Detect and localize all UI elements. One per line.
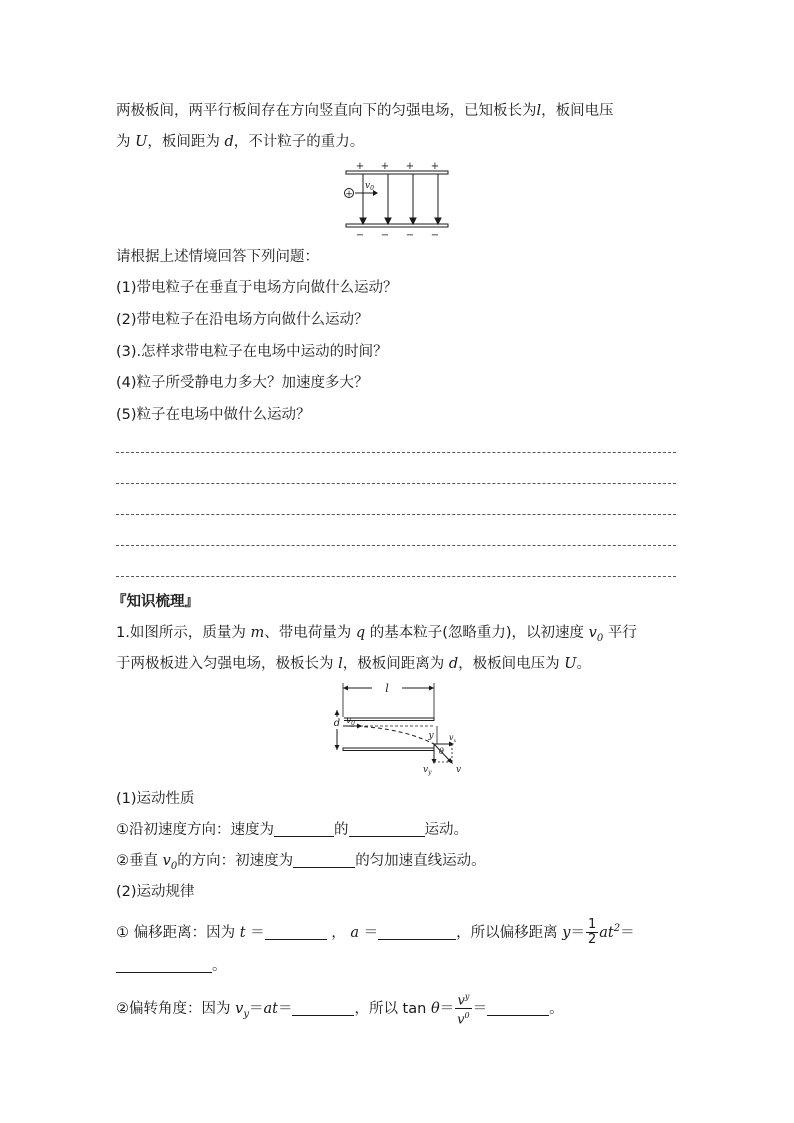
k1-text: ，极板间距离为: [342, 656, 445, 672]
y-label: y: [428, 731, 434, 741]
p2-text: 的方向：初速度为: [177, 853, 294, 869]
var-d: d: [224, 134, 234, 150]
motion-title-2: (2)运动规律: [116, 884, 195, 900]
intro-line-1: [116, 101, 614, 121]
var-a: a: [350, 924, 360, 941]
question-1: (1)带电粒子在垂直于电场方向做什么运动？: [116, 280, 398, 296]
var-l: l: [338, 656, 343, 672]
equals: ＝: [248, 1000, 264, 1017]
equals: ＝: [472, 1000, 488, 1017]
var-l: l: [536, 103, 542, 119]
plus-sign: +: [355, 161, 365, 172]
motion-p2: [116, 851, 486, 877]
r2-text: ②偏转角度：因为: [116, 1000, 231, 1017]
k1-line-2: [116, 654, 591, 674]
minus-sign: −: [405, 230, 415, 240]
d-label: d: [333, 718, 341, 729]
theta-label: θ: [439, 747, 444, 756]
answer-line: [116, 483, 676, 484]
k1-text: 的基本粒子(忽略重力)，以初速度: [369, 625, 585, 641]
k1-text: 1.如图所示，质量为: [116, 625, 246, 641]
question-3: (3).怎样求带电粒子在电场中运动的时间？: [116, 344, 388, 360]
answer-blank[interactable]: [349, 820, 425, 837]
bottom-plate: [346, 224, 448, 227]
l-label: l: [385, 682, 389, 695]
plus-sign: +: [405, 161, 415, 172]
field-lines: [360, 174, 441, 224]
var-at: at: [263, 1000, 278, 1017]
period: 。: [212, 958, 227, 974]
p2-text: ②垂直: [116, 853, 158, 869]
answer-blank[interactable]: [265, 923, 327, 940]
k1-text: 于两极板进入匀强电场，极板长为: [116, 656, 334, 672]
var-U: U: [564, 656, 577, 672]
k1-line-1: [116, 623, 637, 649]
answer-line: [116, 545, 676, 546]
v0-label: $v_0$: [365, 181, 374, 192]
at-squared: $at^2$: [599, 923, 621, 941]
section-title: 『知识梳理』: [112, 594, 199, 610]
answer-blank[interactable]: [293, 851, 355, 868]
minus-sign: −: [355, 230, 365, 240]
period: 。: [549, 1000, 564, 1017]
var-vy: $v_y$: [235, 1000, 249, 1020]
equals: ＝: [439, 1000, 455, 1017]
var-theta: θ: [430, 1000, 440, 1017]
intro-text: 为: [116, 134, 131, 150]
r1-text: ① 偏移距离：因为: [116, 924, 236, 941]
top-plate: [343, 718, 434, 721]
var-d: d: [448, 656, 459, 672]
motion-r1-cont: [116, 956, 227, 976]
k1-text: 。: [576, 656, 591, 672]
answer-line: [116, 576, 676, 577]
particle-charge: +: [345, 189, 353, 200]
prompt-text: 请根据上述情境回答下列问题：: [116, 249, 319, 265]
comma: ，: [331, 924, 346, 941]
minus-sign: −: [380, 230, 390, 240]
equals: ＝: [363, 924, 379, 941]
equals: ＝: [570, 924, 585, 941]
var-m: m: [250, 625, 265, 641]
k1-text: 平行: [607, 625, 637, 641]
answer-blank[interactable]: [378, 923, 456, 940]
vy-label: $v_y$: [423, 765, 432, 776]
answer-blank[interactable]: [292, 999, 354, 1016]
intro-text: 两极板间，两平行板间存在方向竖直向下的匀强电场，已知板长为: [116, 103, 537, 119]
answer-line: [116, 452, 676, 453]
var-q: q: [355, 625, 366, 641]
motion-r1: [116, 914, 635, 948]
v-label: v: [456, 765, 462, 775]
equals: ＝: [620, 924, 635, 941]
minus-sign: −: [430, 230, 440, 240]
answer-blank[interactable]: [487, 999, 549, 1016]
var-v0: $v_0$: [162, 853, 178, 872]
motion-title-1: (1)运动性质: [116, 791, 195, 807]
parallel-plates-figure: [338, 158, 454, 240]
equals: ＝: [250, 924, 265, 941]
answer-blank[interactable]: [116, 956, 212, 973]
var-U: U: [135, 134, 148, 150]
question-5: (5)粒子在电场中做什么运动？: [116, 407, 311, 423]
vx-label: $v_x$: [449, 733, 457, 744]
fraction-one-half: $\frac{1}{2}$: [587, 917, 597, 948]
r1-text: ，所以偏移距离: [456, 924, 558, 941]
var-v0: $v_0$: [588, 625, 604, 644]
top-plate: [346, 171, 448, 174]
question-4: (4)粒子所受静电力多大？加速度多大？: [116, 375, 369, 391]
fraction-vy-v0: $\frac{v^y}{v^0}$: [457, 992, 470, 1028]
deflection-figure: [328, 680, 468, 776]
k1-text: 、带电荷量为: [264, 625, 352, 641]
intro-text: ，板间距为: [147, 134, 220, 150]
p1-text: ①沿初速度方向：速度为: [116, 822, 274, 838]
plus-sign: +: [430, 161, 440, 172]
plus-sign: +: [380, 161, 390, 172]
var-t: t: [239, 924, 246, 941]
trajectory: [343, 726, 434, 744]
var-y: y: [562, 924, 571, 941]
r2-text: ，所以 tan: [354, 1000, 427, 1017]
bottom-plate: [343, 748, 434, 751]
question-2: (2)带电粒子在沿电场方向做什么运动？: [116, 312, 369, 328]
k1-text: ，极板间电压为: [458, 656, 560, 672]
p1-text: 的: [334, 822, 349, 838]
intro-text-tail: ，板间电压: [541, 103, 614, 119]
answer-line: [116, 514, 676, 515]
p1-text: 运动。: [424, 822, 468, 838]
motion-r2: [116, 990, 564, 1030]
p2-text: 的匀加速直线运动。: [355, 853, 486, 869]
intro-line-2: [116, 132, 364, 152]
v0-label: $v_0$: [346, 716, 355, 727]
answer-blank[interactable]: [274, 820, 334, 837]
equals: ＝: [277, 1000, 293, 1017]
motion-p1: [116, 820, 468, 840]
intro-text: ，不计粒子的重力。: [233, 134, 365, 150]
